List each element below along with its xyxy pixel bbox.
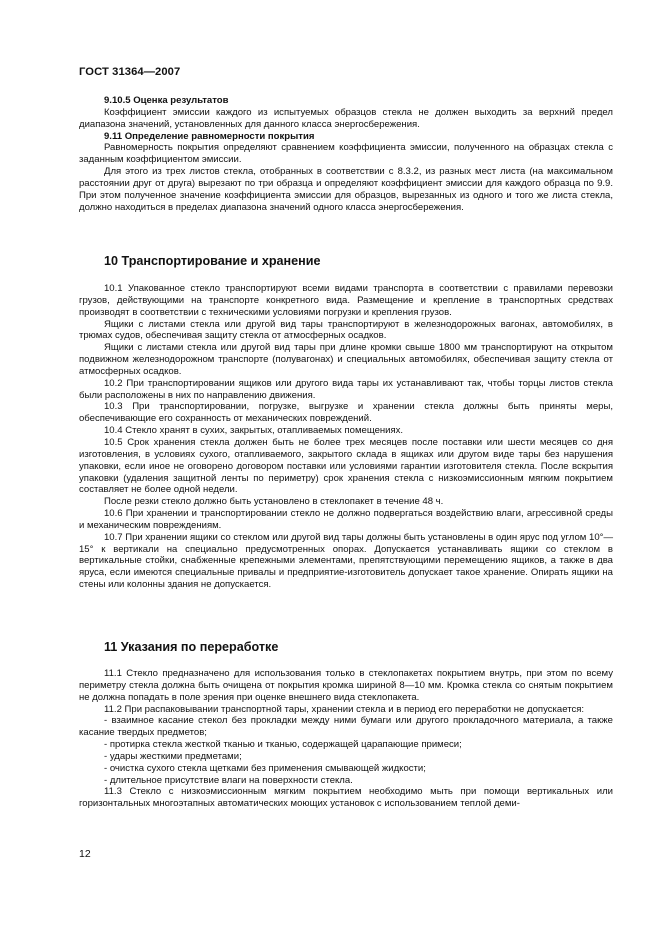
paragraph: Равномерность покрытия определяют сравнением коэффициента эмиссии, полученного на образцах стекла с заданным коэффициентом эмиссии. — [79, 142, 613, 166]
paragraph: - протирка стекла жесткой тканью и тканью, содержащей царапающие примеси; — [104, 739, 462, 751]
paragraph: - удары жесткими предметами; — [104, 750, 242, 762]
paragraph: Ящики с листами стекла или другой вид тары при длине кромки свыше 1800 мм транспортируют на открытом подвижном железнодорожном транспорте (полувагонах) и специальных автомобилях, обеспечивая защиту стекла от атмосферных осадков. — [79, 342, 613, 377]
paragraph: 10.5 Срок хранения стекла должен быть не более трех месяцев после поставки или шести месяцев со дня изготовления, в условиях сухого, отапливаемого, закрытого склада в ящиках или другом виде тары без нарушения упаковки, если иное не оговорено договором поставки или условиями гарантии изготовителя стекла. После вскрытия упаковки (удаления защитной ленты по периметру) срок хранения стекла с низкоэмиссионным мягким покрытием составляет не более одной недели. — [79, 436, 613, 496]
paragraph: 10.1 Упакованное стекло транспортируют всеми видами транспорта в соответствии с правилами перевозки грузов, действующими на транспорте конкретного вида. Размещение и крепление в транспортных средствах производят в соответствии с техническими условиями погрузки и крепления грузов. — [79, 283, 613, 318]
paragraph: 11.1 Стекло предназначено для использования только в стеклопакетах покрытием внутрь, при этом по всему периметру стекла должна быть очищена от покрытия кромка шириной 8—10 мм. Кромка стекла со снятым покрытием не должна попадать в поле зрения при оценке внешнего вида стеклопакета. — [79, 668, 613, 703]
page-number: 12 — [79, 848, 91, 860]
section-title-11: 11 Указания по переработке — [104, 640, 279, 654]
paragraph: 10.2 При транспортировании ящиков или другого вида тары их устанавливают так, чтобы торцы листов стекла были расположены в них по направлению движения. — [79, 377, 613, 401]
paragraph: 10.4 Стекло хранят в сухих, закрытых, отапливаемых помещениях. — [104, 425, 404, 437]
paragraph: - очистка сухого стекла щетками без применения смывающей жидкости; — [104, 762, 426, 774]
paragraph: Ящики с листами стекла или другой вид тары транспортируют в железнодорожных вагонах, автомобилях, в трюмах судов, обеспечивая защиту стекла от атмосферных осадков. — [79, 318, 613, 342]
paragraph: Коэффициент эмиссии каждого из испытуемых образцов стекла не должен выходить за верхний предел диапазона значений, установленных для данного класса энергосбережения. — [79, 106, 613, 130]
paragraph: Для этого из трех листов стекла, отобранных в соответствии с 8.3.2, из разных мест листа (на максимальном расстоянии друг от друга) вырезают по три образца и определяют коэффициент эмиссии для каждого образца по 9.9. При этом полученное значение коэффициента эмиссии для образцов, вырезанных из одного и того же листа стекла, должно находиться в пределах диапазона значений одного класса энергосбережения. — [79, 166, 613, 213]
paragraph: После резки стекло должно быть установлено в стеклопакет в течение 48 ч. — [104, 496, 444, 508]
subsection-heading: 9.11 Определение равномерности покрытия — [104, 130, 315, 142]
paragraph: 11.3 Стекло с низкоэмиссионным мягким покрытием необходимо мыть при помощи вертикальных или горизонтальных многоэтапных автоматических моющих установок с использованием теплой деми- — [79, 786, 613, 810]
paragraph: 10.7 При хранении ящики со стеклом или другой вид тары должны быть установлены в один ярус под углом 10°—15° к вертикали на специально предусмотренных опорах. Допускается устанавливать ящики со стеклом в вертикальные стойки, снабженные крепежными элементами, препятствующими перемещению ящиков, а также в два яруса, если имеются специальные привалы и предприятие-изготовитель допускает такое хранение. Опирать ящики на стены или колонны здания не допускается. — [79, 531, 613, 591]
paragraph: - взаимное касание стекол без прокладки между ними бумаги или другого прокладочного материала, а также касание твердых предметов; — [79, 715, 613, 739]
section-title-10: 10 Транспортирование и хранение — [104, 254, 321, 268]
paragraph: 10.6 При хранении и транспортировании стекло не должно подвергаться воздействию влаги, агрессивной среды и механическим повреждениям. — [79, 508, 613, 531]
text-block-results-and-uniformity — [79, 95, 613, 213]
text-block-transport-and-storage — [79, 283, 613, 591]
paragraph: 10.3 При транспортировании, погрузке, выгрузке и хранении стекла должны быть приняты меры, обеспечивающие его сохранность от механических повреждений. — [79, 401, 613, 425]
paragraph: - длительное присутствие влаги на поверхности стекла. — [104, 774, 353, 786]
text-block-processing-instructions — [79, 668, 613, 810]
subsection-heading: 9.10.5 Оценка результатов — [104, 95, 229, 106]
document-header: ГОСТ 31364—2007 — [79, 66, 181, 78]
paragraph: 11.2 При распаковывании транспортной тары, хранении стекла и в период его переработки не допускается: — [104, 703, 585, 715]
